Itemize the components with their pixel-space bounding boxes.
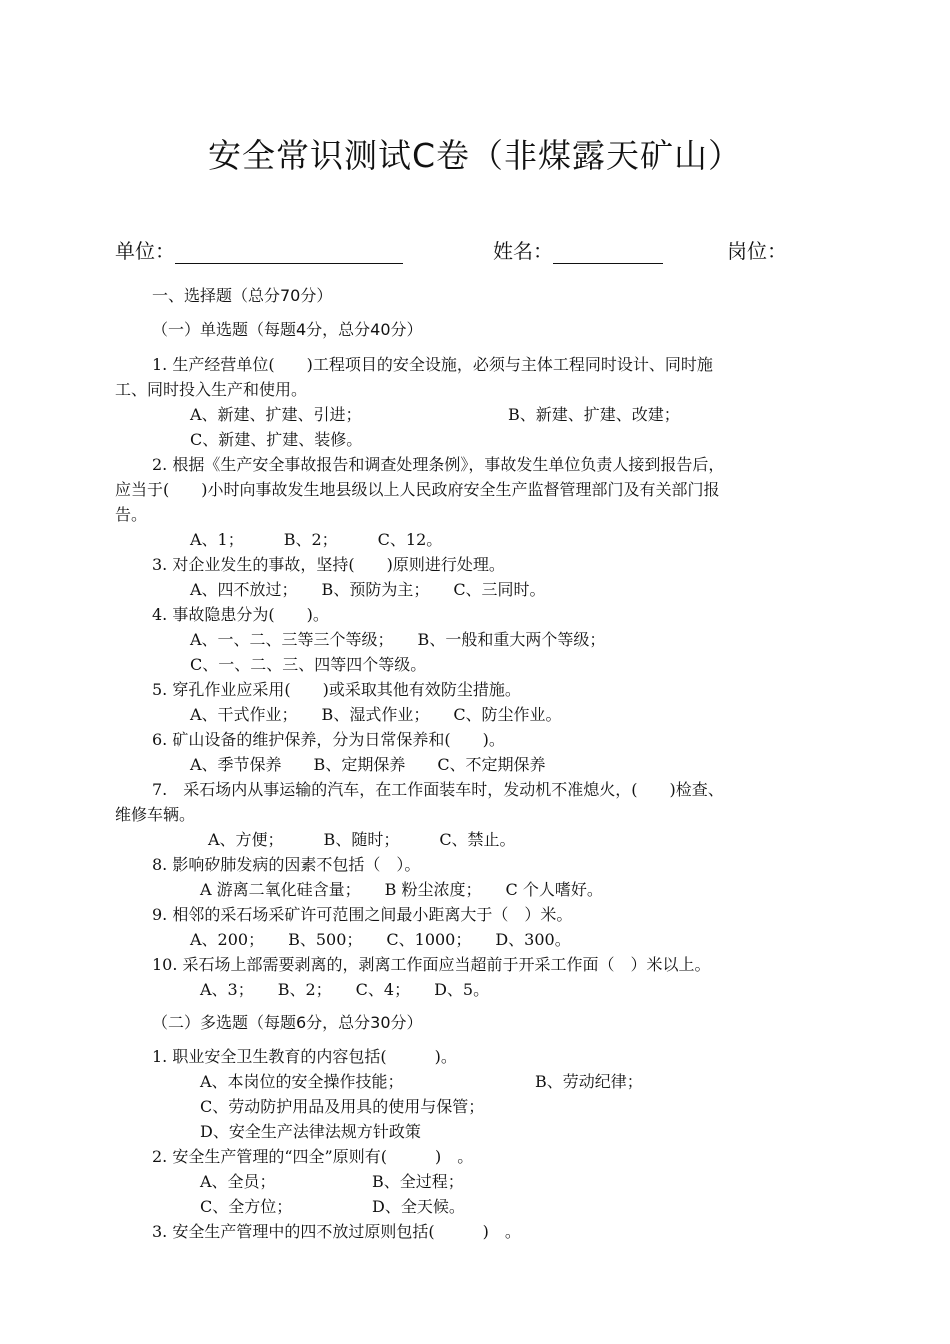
unit-blank[interactable] [175, 241, 403, 264]
question-text: 2. 根据《生产安全事故报告和调查处理条例》，事故发生单位负责人接到报告后， [152, 455, 725, 474]
question-text: 工、同时投入生产和使用。 [115, 380, 308, 399]
option: A、3； B、2； C、4； D、5。 [200, 980, 490, 999]
question-text: 4. 事故隐患分为( )。 [152, 605, 329, 624]
option: C、一、二、三、四等四个等级。 [190, 655, 427, 674]
option: A、200； B、500； C、1000； D、300。 [190, 930, 571, 949]
page-title: 安全常识测试C卷（非煤露天矿山） [207, 136, 743, 175]
option: C、新建、扩建、装修。 [190, 430, 363, 449]
post-label: 岗位： [727, 239, 787, 263]
name-blank[interactable] [553, 241, 663, 264]
question-text: 1. 生产经营单位( )工程项目的安全设施，必须与主体工程同时设计、同时施 [152, 355, 713, 374]
option: A、本岗位的安全操作技能； [200, 1072, 404, 1091]
question-text: 1. 职业安全卫生教育的内容包括( )。 [152, 1047, 457, 1066]
option: C、全方位； [200, 1197, 293, 1216]
unit-field [115, 235, 403, 264]
option: A、新建、扩建、引进； [190, 405, 362, 424]
option: A、季节保养 B、定期保养 C、不定期保养 [190, 755, 546, 774]
question-text: 7. 采石场内从事运输的汽车，在工作面装车时，发动机不准熄火，( )检查、 [152, 780, 724, 799]
unit-label: 单位： [115, 239, 175, 263]
section-heading: 一、选择题（总分70分） [152, 286, 333, 305]
question-text: 8. 影响矽肺发病的因素不包括（ ）。 [152, 855, 421, 874]
option: A 游离二氧化硅含量； B 粉尘浓度； C 个人嗜好。 [200, 880, 603, 899]
option: D、安全生产法律法规方针政策 [200, 1122, 421, 1141]
name-field [493, 235, 663, 264]
question-text: 维修车辆。 [115, 805, 196, 824]
option: A、1； B、2； C、12。 [190, 530, 443, 549]
option: B、劳动纪律； [535, 1072, 643, 1091]
question-text: 6. 矿山设备的维护保养，分为日常保养和( )。 [152, 730, 505, 749]
option: A、四不放过； B、预防为主； C、三同时。 [190, 580, 546, 599]
option: A、一、二、三等三个等级； B、一般和重大两个等级； [190, 630, 606, 649]
question-text: 告。 [115, 505, 148, 524]
subsection-heading: （一）单选题（每题4分，总分40分） [152, 320, 423, 339]
question-text: 2. 安全生产管理的“四全”原则有( ) 。 [152, 1147, 474, 1166]
post-field [727, 235, 787, 264]
name-label: 姓名： [493, 239, 553, 263]
question-text: 3. 对企业发生的事故，坚持( )原则进行处理。 [152, 555, 505, 574]
question-text: 10. 采石场上部需要剥离的，剥离工作面应当超前于开采工作面（ ）米以上。 [152, 955, 711, 974]
option: D、全天候。 [372, 1197, 465, 1216]
option: A、全员； [200, 1172, 276, 1191]
question-text: 5. 穿孔作业应采用( )或采取其他有效防尘措施。 [152, 680, 521, 699]
option: A、干式作业； B、湿式作业； C、防尘作业。 [190, 705, 562, 724]
option: B、新建、扩建、改建； [508, 405, 680, 424]
option: A、方便； B、随时； C、禁止。 [208, 830, 516, 849]
subsection-heading: （二）多选题（每题6分，总分30分） [152, 1013, 423, 1032]
question-text: 9. 相邻的采石场采矿许可范围之间最小距离大于（ ）米。 [152, 905, 573, 924]
question-text: 应当于( )小时向事故发生地县级以上人民政府安全生产监督管理部门及有关部门报 [115, 480, 720, 499]
option: C、劳动防护用品及用具的使用与保管； [200, 1097, 485, 1116]
option: B、全过程； [372, 1172, 464, 1191]
question-text: 3. 安全生产管理中的四不放过原则包括( ) 。 [152, 1222, 521, 1241]
